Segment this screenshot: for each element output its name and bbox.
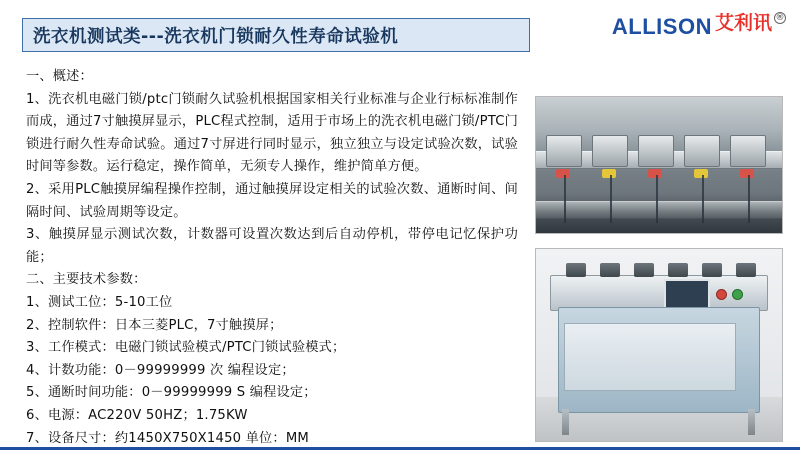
touchscreen-hmi-panel [664,279,710,309]
test-station-block [730,135,766,167]
overview-paragraph-3: 3、触摸屏显示测试次数，计数器可设置次数达到后自动停机，带停电记忆保护功能； [26,227,518,265]
station-indicator-red [740,169,754,178]
test-station-block [546,135,582,167]
company-logo [612,14,786,40]
page-title-banner [22,18,530,52]
clamp-fixture [600,263,620,277]
clamp-fixture [634,263,654,277]
logo-wordmark: ALLISON [611,14,712,39]
clamp-fixture [566,263,586,277]
test-station-block [638,135,674,167]
test-station-block [592,135,628,167]
clamp-fixture [702,263,722,277]
test-station-block [684,135,720,167]
station-indicator-red [648,169,662,178]
station-indicator-red [556,169,570,178]
product-photo-closeup [535,96,783,234]
station-indicator-yellow [602,169,616,178]
emergency-stop-button [716,289,727,300]
registered-trademark-icon: ® [775,13,785,23]
logo-chinese-name: 艾利讯 [714,12,772,34]
clamp-fixture [736,263,756,277]
page-header [0,0,800,62]
spec-item-2: 2、控制软件：日本三菱PLC，7寸触摸屏； [26,317,283,333]
spec-item-6: 6、电源：AC220V 50HZ；1.75KW [26,407,248,423]
start-button [732,289,743,300]
spec-item-4: 4、计数功能：0－99999999 次 编程设定； [26,362,295,378]
station-indicator-yellow [694,169,708,178]
page-title: 洗衣机测试类---洗衣机门锁耐久性寿命试验机 [33,26,399,47]
spec-item-7: 7、设备尺寸：约1450X750X1450 单位：MM [26,430,309,446]
section-two-heading: 二、主要技术参数： [26,272,147,288]
spec-item-3: 3、工作模式：电磁门锁试验模式/PTC门锁试验模式； [26,340,346,356]
spec-item-5: 5、通断时间功能：0－99999999 S 编程设定； [26,385,317,401]
section-one-heading: 一、概述： [26,69,93,84]
spec-item-1: 1、测试工位：5-10工位 [26,294,173,310]
clamp-fixture [668,263,688,277]
machine-leg [748,409,755,435]
overview-paragraph-1: 1、洗衣机电磁门锁/ptc门锁耐久试验机根据国家相关行业标准与企业行标标准制作而成，通过7寸触摸屏显示，PLC程式控制，适用于市场上的洗衣机电磁门锁/PTC门锁进行耐久性寿命试验。通过7寸屏进行同时显示，独立独立与设定试验次数，试验时间等参数。运行稳定，操作简单，无须专人操作，维护简单方便。 [26,91,518,175]
overview-paragraph-2: 2、采用PLC触摸屏编程操作控制，通过触摸屏设定相关的试验次数、通断时间、间隔时间、试验周期等设定。 [26,181,518,220]
photo-shadow [536,193,782,233]
product-photo-machine [535,248,783,442]
document-body [26,66,518,450]
machine-leg [562,409,569,435]
cabinet-door-panel [564,323,736,391]
